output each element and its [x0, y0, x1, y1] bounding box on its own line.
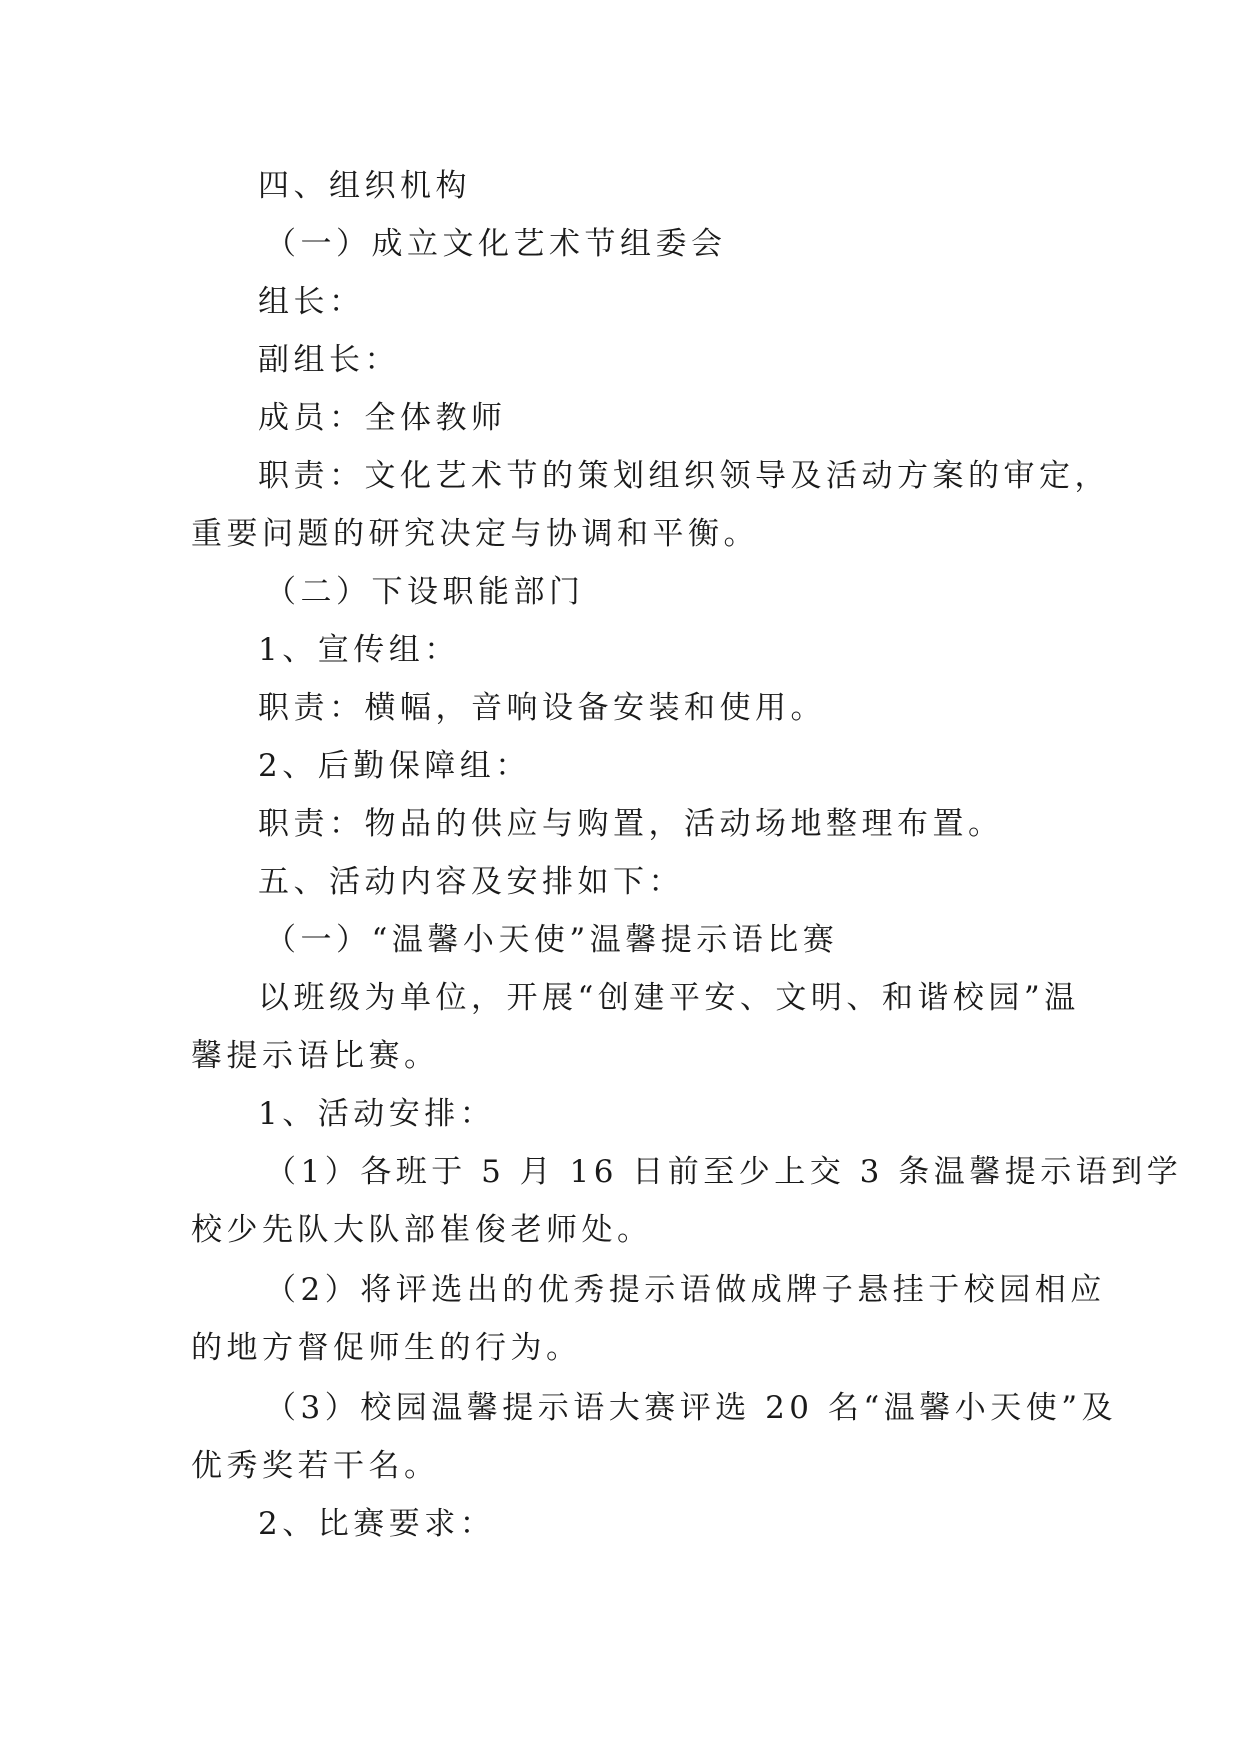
- text-line-contest-intro: 以班级为单位，开展“创建平安、文明、和谐校园”温: [258, 980, 1080, 1016]
- subsection-heading-contest: （一）“温馨小天使”温馨提示语比赛: [265, 922, 839, 958]
- text-line-item-1-cont: 校少先队大队部崔俊老师处。: [191, 1212, 653, 1248]
- text-line-item-2-cont: 的地方督促师生的行为。: [191, 1330, 582, 1366]
- text-line-item-2: （2）将评选出的优秀提示语做成牌子悬挂于校园相应: [265, 1272, 1106, 1308]
- text-line-logistics-group: 2、后勤保障组：: [258, 748, 531, 784]
- text-line-duty-1: 职责：文化艺术节的策划组织领导及活动方案的审定，: [258, 458, 1110, 494]
- text-line-publicity-group: 1、宣传组：: [258, 632, 460, 668]
- subsection-heading-departments: （二）下设职能部门: [265, 574, 585, 610]
- text-line-contest-requirements: 2、比赛要求：: [258, 1506, 496, 1542]
- text-line-duty-1-cont: 重要问题的研究决定与协调和平衡。: [191, 516, 759, 552]
- section-heading-activities: 五、活动内容及安排如下：: [258, 864, 684, 900]
- text-line-deputy-leader: 副组长：: [258, 342, 400, 378]
- text-line-contest-intro-cont: 馨提示语比赛。: [191, 1038, 440, 1074]
- section-heading-organization: 四、组织机构: [258, 168, 471, 204]
- text-line-members: 成员：全体教师: [258, 400, 507, 436]
- subsection-heading-committee: （一）成立文化艺术节组委会: [265, 226, 727, 262]
- text-line-activity-arrangement: 1、活动安排：: [258, 1096, 496, 1132]
- text-line-duty-3: 职责：物品的供应与购置，活动场地整理布置。: [258, 806, 1004, 842]
- text-line-item-3: （3）校园温馨提示语大赛评选 20 名“温馨小天使”及: [265, 1390, 1118, 1426]
- text-line-duty-2: 职责：横幅，音响设备安装和使用。: [258, 690, 826, 726]
- text-line-item-1: （1）各班于 5 月 16 日前至少上交 3 条温馨提示语到学: [265, 1154, 1183, 1190]
- text-line-leader: 组长：: [258, 284, 365, 320]
- text-line-item-3-cont: 优秀奖若干名。: [191, 1448, 440, 1484]
